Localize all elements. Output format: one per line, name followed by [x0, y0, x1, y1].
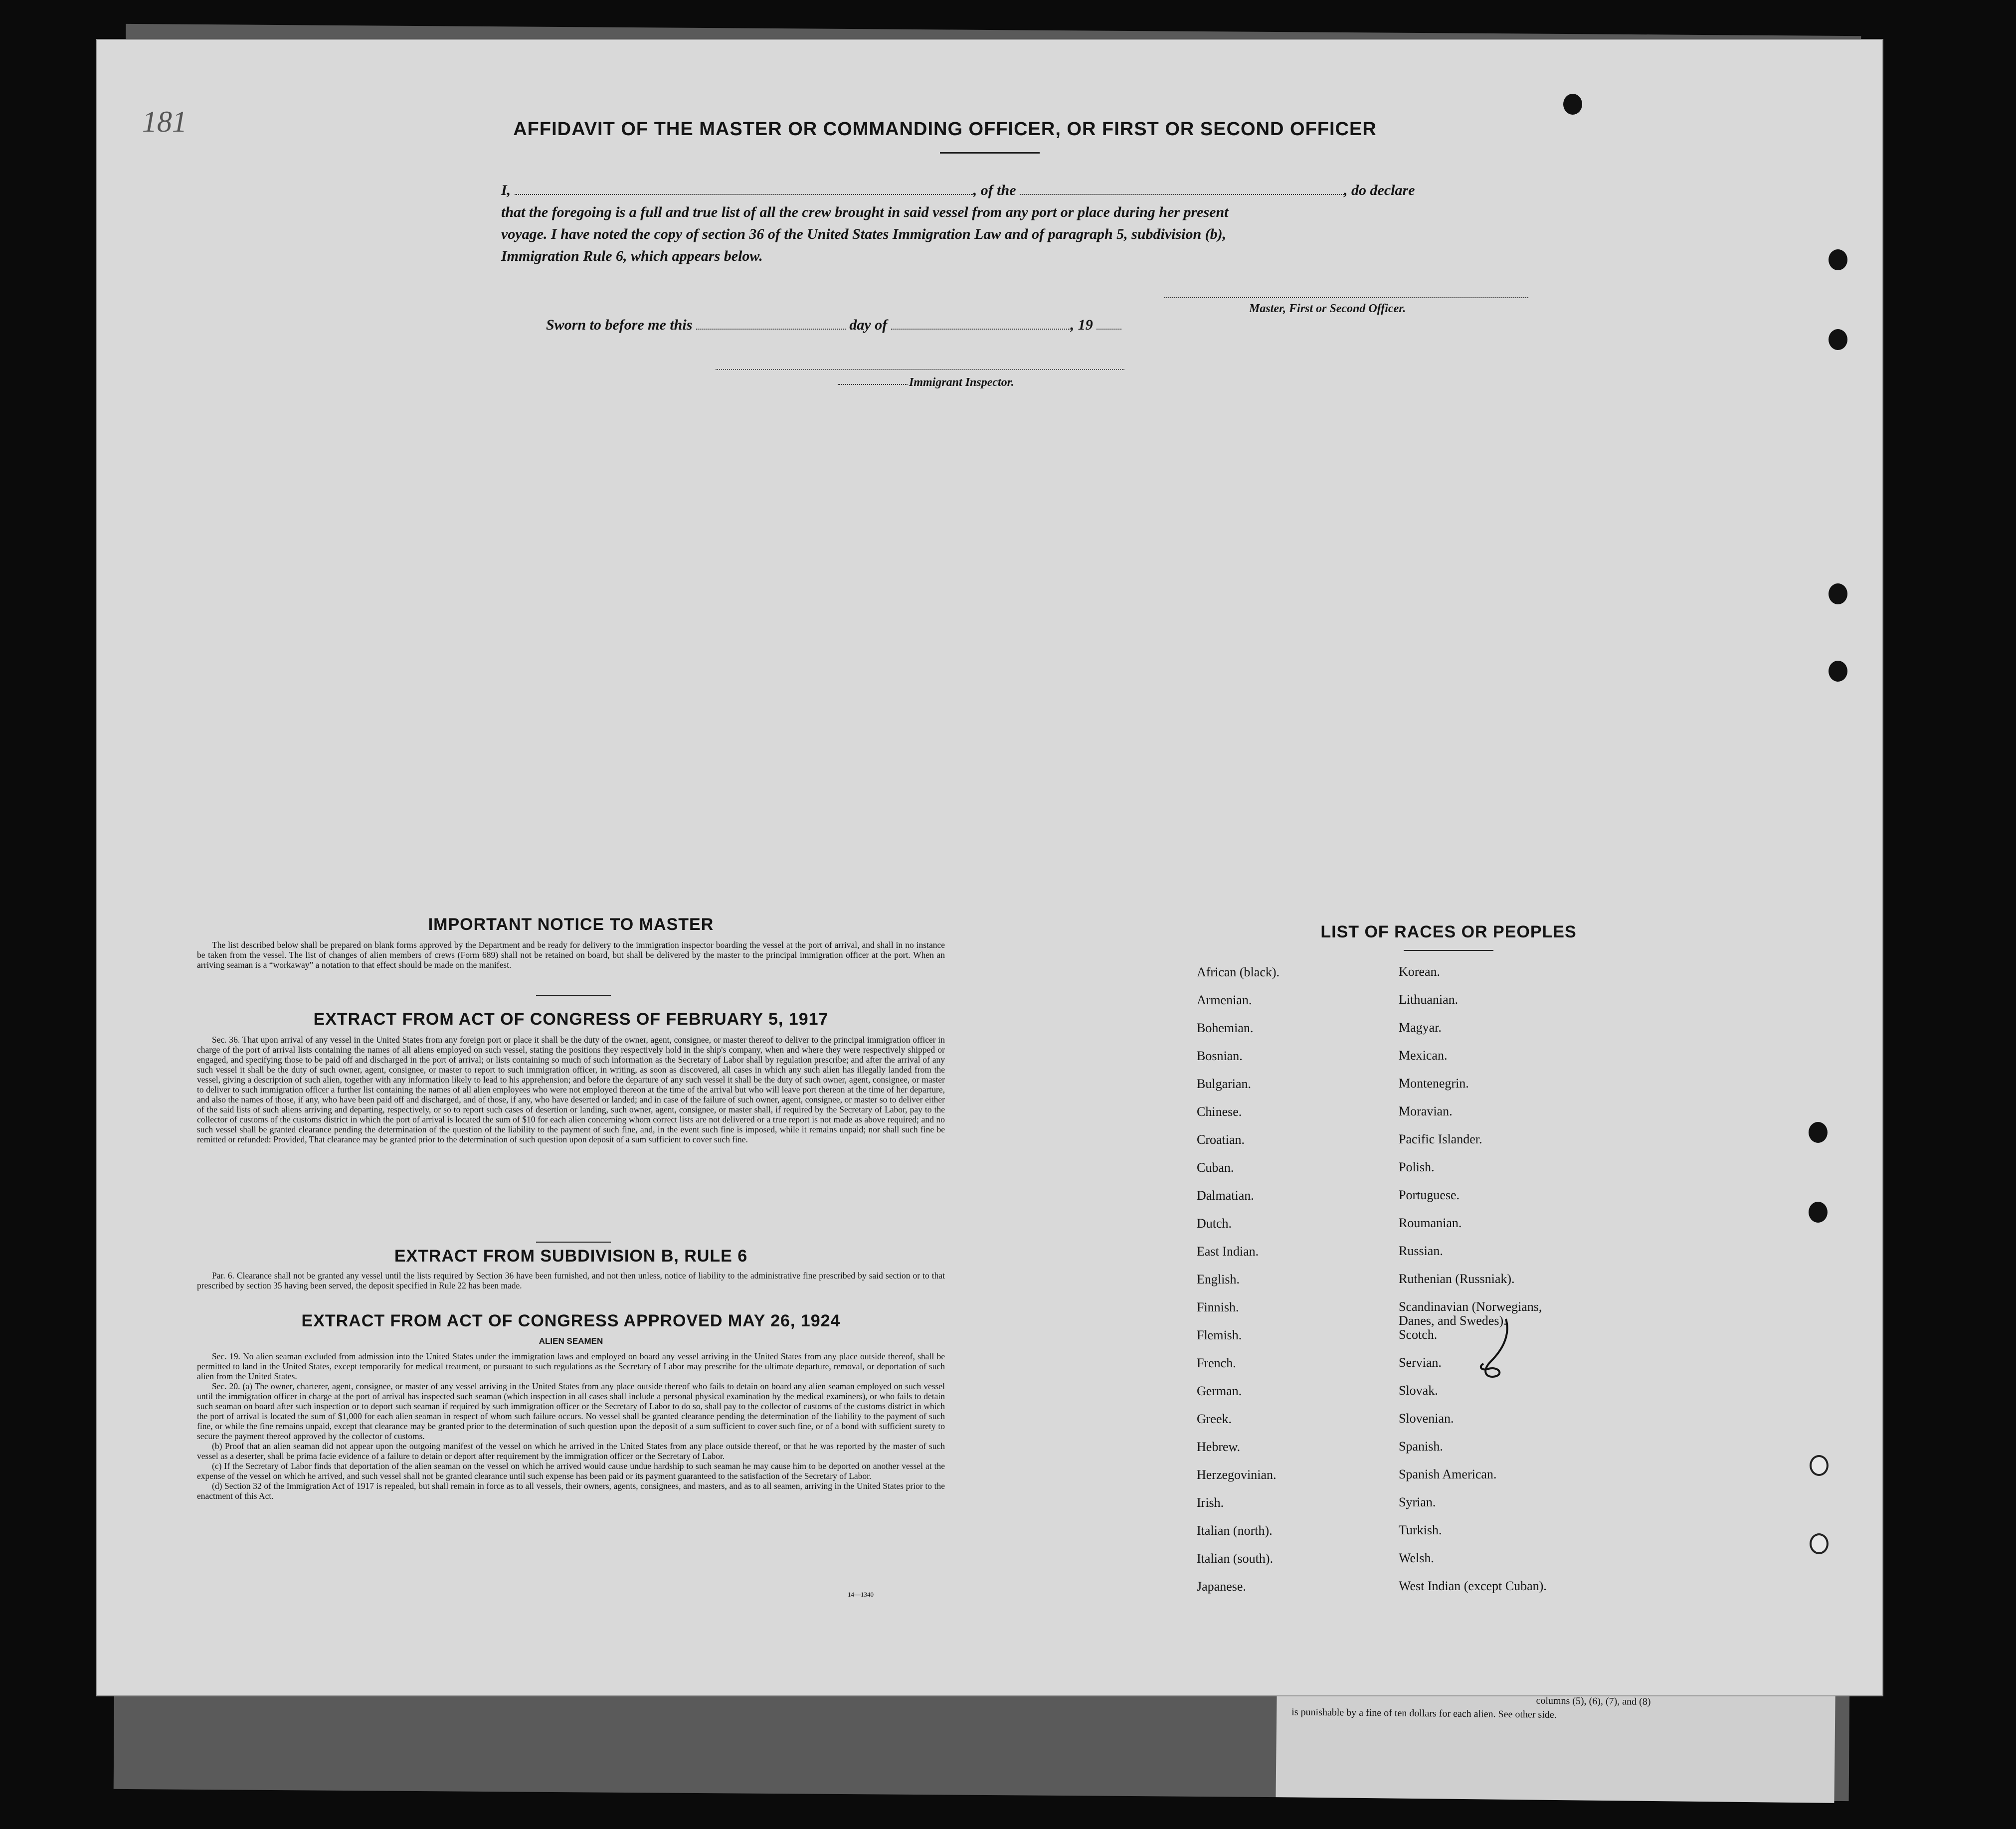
sec-20b-text: (b) Proof that an alien seaman did not appear upon the outgoing manifest of the vessel on which he arrived in the United States from any place outside thereof, or that he was reported by the master of such vessel as a deserter, shall be prima facie evidence of a failure to detain or deport after requirement by the immigration officer or the Secretary of Labor. [197, 1441, 945, 1461]
affidavit-line-1 [501, 180, 1588, 201]
race-item: Scandinavian (Norwegians, Danes, and Swedes). [1399, 1299, 1542, 1328]
race-item: Scotch. [1399, 1327, 1438, 1342]
officer-label: Master, First or Second Officer. [1249, 302, 1406, 315]
race-item: Montenegrin. [1399, 1076, 1469, 1091]
race-item: Polish. [1399, 1160, 1435, 1174]
race-item: Spanish. [1399, 1439, 1443, 1454]
race-item: Dutch. [1197, 1216, 1232, 1231]
race-item: Finnish. [1197, 1300, 1239, 1314]
punch-hole-icon [1563, 94, 1582, 115]
sec-20c-text: (c) If the Secretary of Labor finds that deportation of the alien seaman on the vessel on which he arrived would cause undue hardship to such seaman he may cause him to be deported on another vessel at the expense of the vessel on which he arrived, and such vessel shall not be granted clearance until such expense has been paid or its payment guaranteed to the satisfaction of the Secretary of Labor. [197, 1461, 945, 1481]
race-item: Herzegovinian. [1197, 1467, 1277, 1482]
inspector-signature-line [716, 369, 1124, 370]
race-item: Korean. [1399, 964, 1441, 979]
race-item: Armenian. [1197, 993, 1252, 1007]
title-rule [940, 152, 1040, 154]
punch-hole-icon [1829, 329, 1847, 350]
affidavit-line-2: that the foregoing is a full and true list of all the crew brought in said vessel from any port or place during her present [501, 204, 1229, 220]
race-item: Lithuanian. [1399, 992, 1459, 1007]
punch-hole-icon [1829, 249, 1847, 270]
inspector-name-blank [838, 384, 908, 385]
extract-rule6-title: EXTRACT FROM SUBDIVISION B, RULE 6 [394, 1247, 748, 1266]
race-item: Dalmatian. [1197, 1188, 1254, 1203]
extract-1917-body [197, 1035, 945, 1144]
race-item: Ruthenian (Russniak). [1399, 1272, 1515, 1286]
vessel-blank [1020, 194, 1344, 195]
race-item: Moravian. [1399, 1104, 1453, 1118]
race-item: West Indian (except Cuban). [1399, 1579, 1547, 1593]
sworn-prefix: Sworn to before me this [546, 317, 693, 333]
alien-seamen-subtitle: ALIEN SEAMEN [539, 1336, 603, 1346]
sworn-year: , 19 [1070, 317, 1093, 333]
sec-36-text: Sec. 36. That upon arrival of any vessel in the United States from any foreign port or place it shall be the duty of the owner, agent, consignee, or master thereof to deliver to the principal immigration officer in charge of the port of arrival lists containing the names of all aliens employed on such vessel, stating the positions they respectively hold in the ship's company, when and where they were respectively shipped or engaged, and specifying those to be paid off and discharged in the port of arrival; or lists containing so much of such information as the Secretary of Labor shall by regulation prescribe; and after the arrival of any such vessel it shall be the duty of such owner, agent, consignee, or master to report to such immigration officer, in writing, as soon as discovered, all cases in which any such alien has illegally landed from the vessel, giving a description of such alien, together with any information likely to lead to his apprehension; and before the departure of any such vessel it shall be the duty of such owner, agent, consignee, or master to deliver to such immigration officer a further list containing the names of all alien employees who were not employed thereon at the time of the arrival but who will leave port thereon at the time of her departure, and also the names of those, if any, who have been paid off and discharged, and of those, if any, who have deserted or landed; and in case of the failure of such owner, agent, consignee, or master so to deliver either of the said lists of such aliens arriving and departing, respectively, or so to report such cases of desertion or landing, such owner, agent, consignee, or master shall, if required by the Secretary of Labor, pay to the collector of customs of the customs district in which the port of arrival is located the sum of $10 for each alien concerning whom correct lists are not delivered or a true report is not made as above required; and no such vessel shall be granted clearance pending the determination of the question of the liability to the payment of such fine, and, in the event such fine is imposed, while it remains unpaid; nor shall such fine be remitted or refunded: Provided, That clearance may be granted prior to the determination of such question upon deposit of a sum sufficient to cover such fine. [197, 1035, 945, 1144]
sec-20d-text: (d) Section 32 of the Immigration Act of 1917 is repealed, but shall remain in force as to all vessels, their owners, agents, consignees, and masters, and as to all seamen, arriving in the United States prior to the enactment of this Act. [197, 1481, 945, 1501]
strip-line-2: is punishable by a fine of ten dollars for each alien. See other side. [1291, 1706, 1557, 1721]
race-item: Japanese. [1197, 1579, 1246, 1594]
race-item: English. [1197, 1272, 1240, 1286]
sworn-day-of: day of [849, 317, 888, 333]
race-item: Greek. [1197, 1412, 1232, 1426]
race-item: Magyar. [1399, 1020, 1442, 1035]
notice-body [197, 940, 945, 970]
sworn-day-blank [696, 329, 846, 330]
affidavit-declare: , do declare [1344, 182, 1415, 198]
race-item: Croatian. [1197, 1132, 1245, 1147]
section-rule [536, 1242, 611, 1243]
notice-text: The list described below shall be prepared on blank forms approved by the Department and be ready for delivery to the immigration inspector boarding the vessel at the port of arrival, and shall in no instance be taken from the vessel. The list of changes of alien members of crews (Form 689) shall not be retained on board, but shall be delivered by the master to the principal immigration officer at the port. When an arriving seaman is a “workaway” a notation to that effect should be made on the manifest. [197, 940, 945, 970]
race-item: Syrian. [1399, 1495, 1436, 1509]
race-item: Hebrew. [1197, 1440, 1241, 1454]
extract-1924-title: EXTRACT FROM ACT OF CONGRESS APPROVED MAY 26, 1924 [301, 1311, 841, 1330]
form-number: 14—1340 [848, 1591, 874, 1598]
race-item: Mexican. [1399, 1048, 1448, 1063]
officer-signature-line [1164, 297, 1528, 298]
punch-hole-icon [1809, 1122, 1828, 1143]
race-item: German. [1197, 1384, 1242, 1398]
strip-line-1: columns (5), (6), (7), and (8) [1536, 1695, 1651, 1707]
document-page [97, 40, 1882, 1695]
section-rule [536, 995, 611, 996]
punch-hole-icon [1810, 1533, 1829, 1554]
extract-rule6-body [197, 1271, 945, 1290]
race-item: Roumanian. [1399, 1216, 1462, 1230]
race-item: Italian (north). [1197, 1523, 1273, 1538]
par-6-text: Par. 6. Clearance shall not be granted any vessel until the lists required by Section 36 have been furnished, and not then unless, notice of liability to the administrative fine prescribed by said section or to that prescribed by section 35 having been served, the deposit specified in Rule 22 has been made. [197, 1271, 945, 1290]
affidavit-line-3: voyage. I have noted the copy of section 36 of the United States Immigration Law and of paragraph 5, subdivision (b), [501, 226, 1227, 242]
race-item: Flemish. [1197, 1328, 1242, 1342]
sworn-month-blank [891, 329, 1071, 330]
name-blank [515, 194, 973, 195]
punch-hole-icon [1810, 1455, 1829, 1476]
race-item: East Indian. [1197, 1244, 1259, 1259]
race-item: French. [1197, 1356, 1236, 1370]
race-item: Russian. [1399, 1244, 1443, 1258]
affidavit-of-the: , of the [973, 182, 1016, 198]
extract-1924-body [197, 1351, 945, 1501]
race-item: Slovak. [1399, 1383, 1438, 1398]
page-corner-mark: 181 [142, 105, 187, 138]
affidavit-line-4: Immigration Rule 6, which appears below. [501, 248, 763, 264]
race-item: Cuban. [1197, 1160, 1234, 1175]
punch-hole-icon [1829, 661, 1847, 682]
race-item: Servian. [1399, 1355, 1442, 1370]
race-item: Bulgarian. [1197, 1077, 1252, 1091]
punch-hole-icon [1809, 1202, 1828, 1223]
race-item: Pacific Islander. [1399, 1132, 1482, 1146]
affidavit-title: AFFIDAVIT OF THE MASTER OR COMMANDING OFFICER, OR FIRST OR SECOND OFFICER [513, 119, 1377, 140]
race-item: Welsh. [1399, 1551, 1434, 1565]
inspector-label: Immigrant Inspector. [909, 376, 1014, 389]
race-item: African (black). [1197, 965, 1280, 979]
races-title: LIST OF RACES OR PEOPLES [1320, 922, 1577, 941]
sworn-line [546, 314, 1244, 336]
race-item: Bohemian. [1197, 1021, 1254, 1035]
affidavit-i: I, [501, 182, 511, 198]
race-item: Slovenian. [1399, 1411, 1454, 1426]
race-item: Spanish American. [1399, 1467, 1497, 1481]
race-item: Portuguese. [1399, 1188, 1460, 1202]
races-rule [1404, 950, 1493, 951]
sworn-year-blank [1097, 329, 1121, 330]
race-item: Bosnian. [1197, 1049, 1243, 1063]
race-item: Turkish. [1399, 1523, 1442, 1537]
sec-20a-text: Sec. 20. (a) The owner, charterer, agent, consignee, or master of any vessel arriving in the United States from any place outside thereof who fails to detain on board any alien seaman employed on such vessel until the immigration officer in charge at the port of arrival has inspected such seaman (which inspection in all cases shall include a personal physical examination by the medical examiners), or who fails to detain such seaman on board after such inspection or to deport such seaman if required by such immigration officer or the Secretary of Labor to do so, shall pay to the collector of customs of the customs district in which the port of arrival is located the sum of $1,000 for each alien seaman in respect of whom such failure occurs. No vessel shall be granted clearance pending the determination of the liability to the payment of such fine, or while the fine remains unpaid, except that clearance may be granted prior to the determination of such question upon the deposit of a sum sufficient to cover such fine, or of a bond with sufficient surety to secure the payment thereof approved by the collector of customs. [197, 1381, 945, 1441]
extract-1917-title: EXTRACT FROM ACT OF CONGRESS OF FEBRUARY 5, 1917 [313, 1010, 829, 1029]
race-item: Irish. [1197, 1495, 1224, 1510]
notice-title: IMPORTANT NOTICE TO MASTER [428, 915, 714, 934]
punch-hole-icon [1829, 583, 1847, 604]
sec-19-text: Sec. 19. No alien seaman excluded from admission into the United States under the immigration laws and employed on board any vessel arriving in the United States from any place outside thereof, shall be permitted to land in the United States, except temporarily for medical treatment, or pursuant to such regulations as the Secretary of Labor may prescribe for the ultimate departure, removal, or deportation of such alien from the United States. [197, 1351, 945, 1381]
race-item: Chinese. [1197, 1104, 1242, 1119]
race-item: Italian (south). [1197, 1551, 1274, 1566]
